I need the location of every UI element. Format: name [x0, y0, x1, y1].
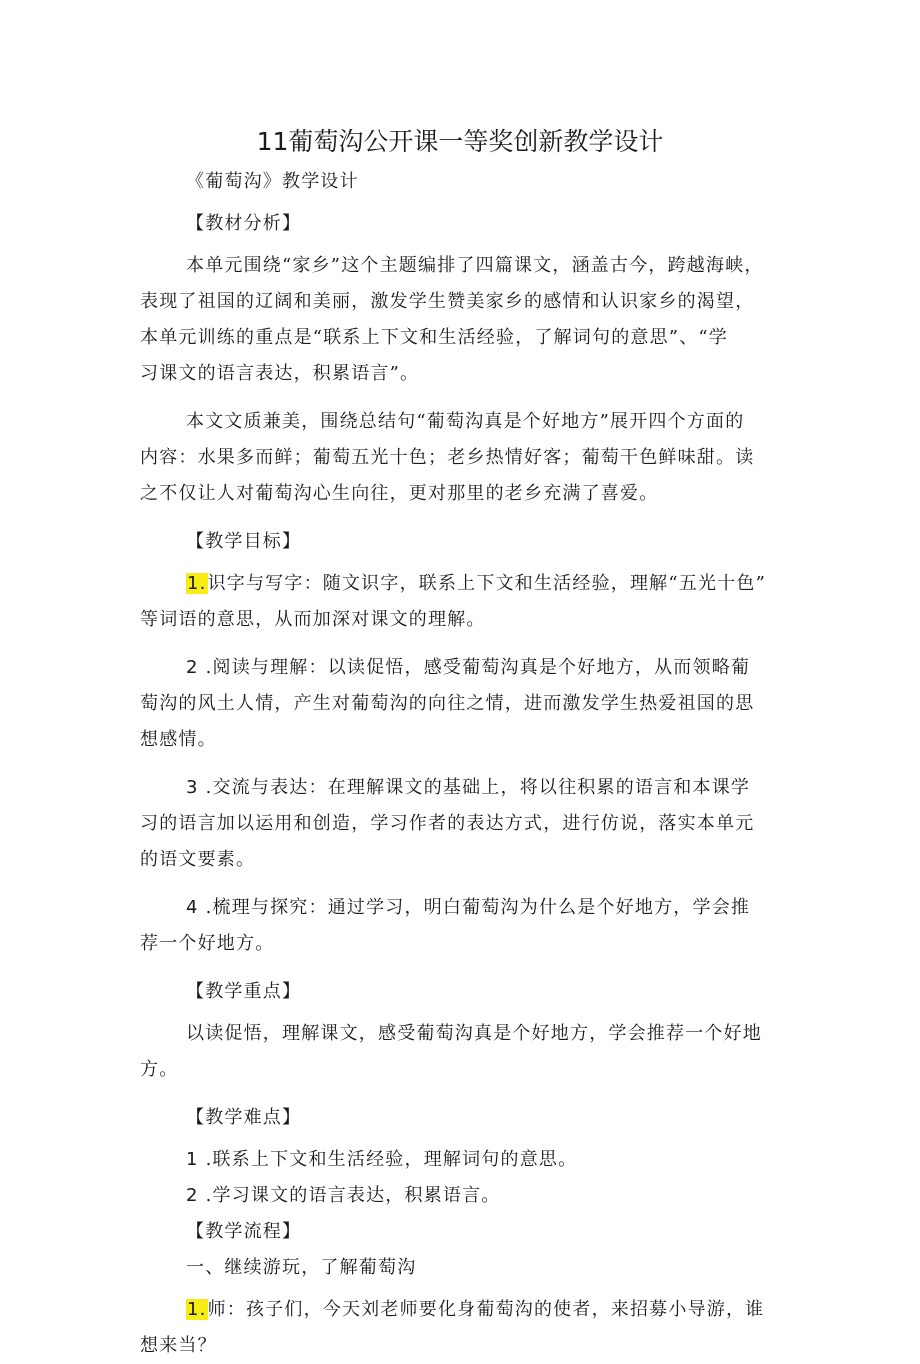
difficulty-text: .学习课文的语言表达，积累语言。 — [205, 1185, 501, 1206]
process-number-highlight: 1. — [187, 1299, 207, 1320]
process-text: 师：孩子们，今天刘老师要化身葡萄沟的使者，来招募小导游，谁 — [207, 1299, 765, 1320]
difficulty-number: 1 — [186, 1149, 199, 1170]
section-heading-material-analysis: 【教材分析】 — [186, 213, 302, 234]
paragraph-line: 之不仅让人对葡萄沟心生向往，更对那里的老乡充满了喜爱。 — [140, 483, 659, 504]
subtitle: 《葡萄沟》教学设计 — [186, 171, 359, 192]
paragraph-line: 本单元训练的重点是“联系上下文和生活经验，了解词句的意思”、“学 — [140, 327, 729, 348]
goal-number: 2 — [186, 657, 199, 678]
paragraph-line: 萄沟的风土人情，产生对葡萄沟的向往之情，进而激发学生热爱祖国的思 — [140, 693, 755, 714]
step-heading: 一、继续游玩，了解葡萄沟 — [186, 1257, 417, 1278]
paragraph-line: 方。 — [140, 1059, 179, 1080]
process-item-1 — [140, 1292, 784, 1328]
paragraph-line: 习的语言加以运用和创造，学习作者的表达方式，进行仿说，落实本单元 — [140, 813, 755, 834]
paragraph-line: 以读促悟，理解课文，感受葡萄沟真是个好地方，学会推荐一个好地 — [186, 1023, 762, 1044]
goal-number: 4 — [186, 897, 199, 918]
goal-text: .梳理与探究：通过学习，明白葡萄沟为什么是个好地方，学会推 — [205, 897, 751, 918]
paragraph-line: 荐一个好地方。 — [140, 933, 275, 954]
difficulty-number: 2 — [186, 1185, 199, 1206]
paragraph-line: 本文文质兼美，围绕总结句“葡萄沟真是个好地方”展开四个方面的 — [186, 411, 745, 432]
goal-text: .交流与表达：在理解课文的基础上，将以往积累的语言和本课学 — [205, 777, 751, 798]
paragraph-line: 想感情。 — [140, 729, 217, 750]
section-heading-key-points: 【教学重点】 — [186, 981, 302, 1002]
difficulty-text: .联系上下文和生活经验，理解词句的意思。 — [205, 1149, 578, 1170]
paragraph-line: 等词语的意思，从而加深对课文的理解。 — [140, 609, 486, 630]
goal-text: .阅读与理解：以读促悟，感受葡萄沟真是个好地方，从而领略葡 — [205, 657, 751, 678]
goal-item-3 — [140, 770, 784, 806]
goal-item-1 — [140, 566, 784, 602]
paragraph-line: 的语文要素。 — [140, 849, 256, 870]
goal-item-4 — [140, 890, 784, 926]
document-body — [140, 164, 784, 1364]
difficulty-item-1 — [140, 1142, 784, 1178]
section-heading-teaching-goals: 【教学目标】 — [186, 531, 302, 552]
paragraph-line: 内容：水果多而鲜；葡萄五光十色；老乡热情好客；葡萄干色鲜味甜。读 — [140, 447, 755, 468]
paragraph-line: 想来当？ — [140, 1335, 217, 1356]
section-heading-difficulties: 【教学难点】 — [186, 1107, 302, 1128]
paragraph-line: 表现了祖国的辽阔和美丽，激发学生赞美家乡的感情和认识家乡的渴望， — [140, 291, 755, 312]
goal-text: 识字与写字：随文识字，联系上下文和生活经验，理解“五光十色” — [207, 573, 766, 594]
page-title: 11葡萄沟公开课一等奖创新教学设计 — [256, 127, 664, 156]
goal-number-highlight: 1. — [187, 573, 207, 594]
section-heading-teaching-process: 【教学流程】 — [186, 1221, 302, 1242]
goal-number: 3 — [186, 777, 199, 798]
paragraph-line: 本单元围绕“家乡”这个主题编排了四篇课文，涵盖古今，跨越海峡， — [186, 255, 764, 276]
difficulty-item-2 — [140, 1178, 784, 1214]
goal-item-2 — [140, 650, 784, 686]
paragraph-line: 习课文的语言表达，积累语言”。 — [140, 363, 420, 384]
